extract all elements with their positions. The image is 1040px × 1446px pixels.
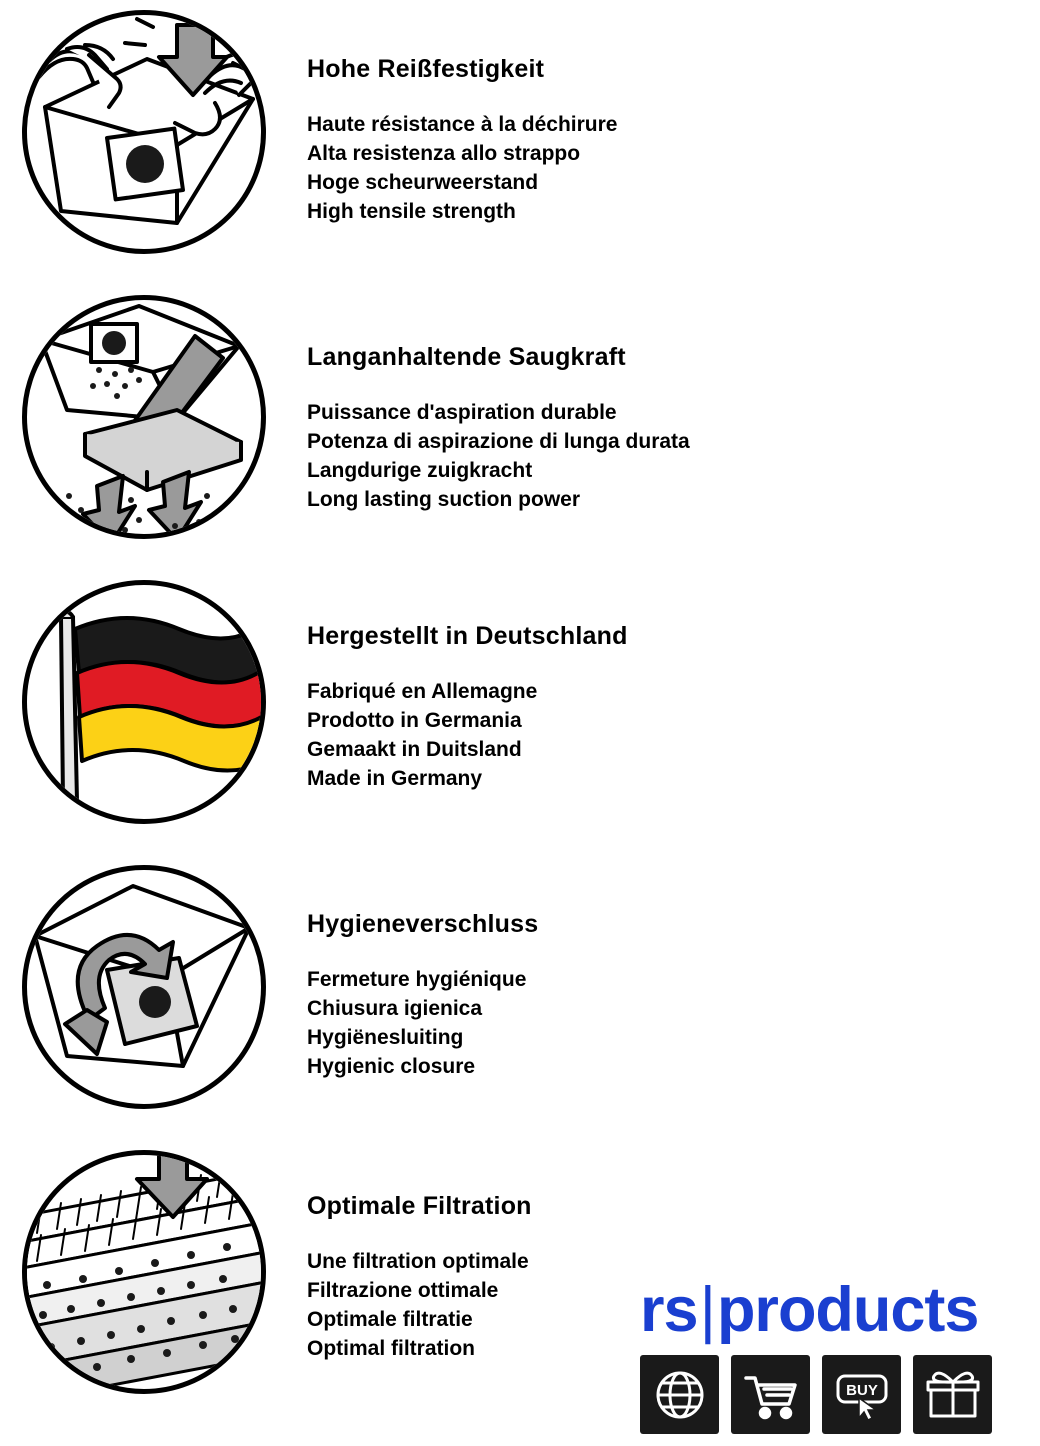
feature-line: Hygienic closure xyxy=(307,1055,476,1078)
feature-heading: Hergestellt in Deutschland xyxy=(307,622,628,650)
feature-line: Hoge scheurweerstand xyxy=(307,171,539,194)
feature-row xyxy=(0,855,1040,1140)
feature-heading: Langanhaltende Saugkraft xyxy=(307,343,626,371)
brand-logo xyxy=(640,1277,1030,1343)
feature-row xyxy=(0,570,1040,855)
feature-line: Potenza di aspirazione di lunga durata xyxy=(307,430,690,453)
feature-row xyxy=(0,285,1040,570)
brand-icon-row xyxy=(640,1355,1030,1434)
feature-text xyxy=(275,570,628,793)
vacuum-nozzle-suction-icon xyxy=(22,295,266,539)
feature-line: Langdurige zuigkracht xyxy=(307,459,533,482)
feature-line: Haute résistance à la déchirure xyxy=(307,113,618,136)
feature-line: Alta resistenza allo strappo xyxy=(307,142,581,165)
feature-line: High tensile strength xyxy=(307,200,516,223)
feature-text xyxy=(275,285,690,514)
feature-text xyxy=(275,0,617,226)
feature-line: Puissance d'aspiration durable xyxy=(307,401,617,424)
feature-line: Chiusura igienica xyxy=(307,997,483,1020)
german-flag-icon xyxy=(22,580,266,824)
brand-name-prefix: rs xyxy=(640,1275,698,1345)
feature-line: Filtrazione ottimale xyxy=(307,1279,499,1302)
brand-name-separator: | xyxy=(699,1275,715,1345)
feature-heading: Optimale Filtration xyxy=(307,1192,532,1220)
hand-tearing-dustbag-icon xyxy=(22,10,266,254)
icon-container xyxy=(0,1140,275,1410)
feature-line: Fabriqué en Allemagne xyxy=(307,680,538,703)
feature-line: Hygiënesluiting xyxy=(307,1026,464,1049)
feature-line: Gemaakt in Duitsland xyxy=(307,738,522,761)
feature-heading: Hohe Reißfestigkeit xyxy=(307,55,545,83)
hygienic-closure-icon xyxy=(22,865,266,1109)
multilayer-filtration-icon xyxy=(22,1150,266,1394)
feature-line: Fermeture hygiénique xyxy=(307,968,527,991)
feature-row xyxy=(0,0,1040,285)
feature-line: Une filtration optimale xyxy=(307,1250,529,1273)
buy-button-icon[interactable] xyxy=(822,1355,901,1434)
brand-block xyxy=(640,1277,1030,1434)
icon-container xyxy=(0,285,275,555)
globe-icon[interactable] xyxy=(640,1355,719,1434)
icon-container xyxy=(0,0,275,270)
feature-text xyxy=(275,1140,532,1363)
feature-line: Made in Germany xyxy=(307,767,483,790)
shopping-cart-icon[interactable] xyxy=(731,1355,810,1434)
feature-line: Long lasting suction power xyxy=(307,488,580,511)
brand-name-suffix: products xyxy=(716,1275,979,1345)
feature-heading: Hygieneverschluss xyxy=(307,910,539,938)
feature-line: Optimal filtration xyxy=(307,1337,475,1360)
feature-line: Prodotto in Germania xyxy=(307,709,522,732)
feature-line: Optimale filtratie xyxy=(307,1308,473,1331)
gift-box-icon[interactable] xyxy=(913,1355,992,1434)
icon-container xyxy=(0,855,275,1125)
icon-container xyxy=(0,570,275,840)
feature-text xyxy=(275,855,538,1081)
svg-text:BUY: BUY xyxy=(845,1381,878,1399)
